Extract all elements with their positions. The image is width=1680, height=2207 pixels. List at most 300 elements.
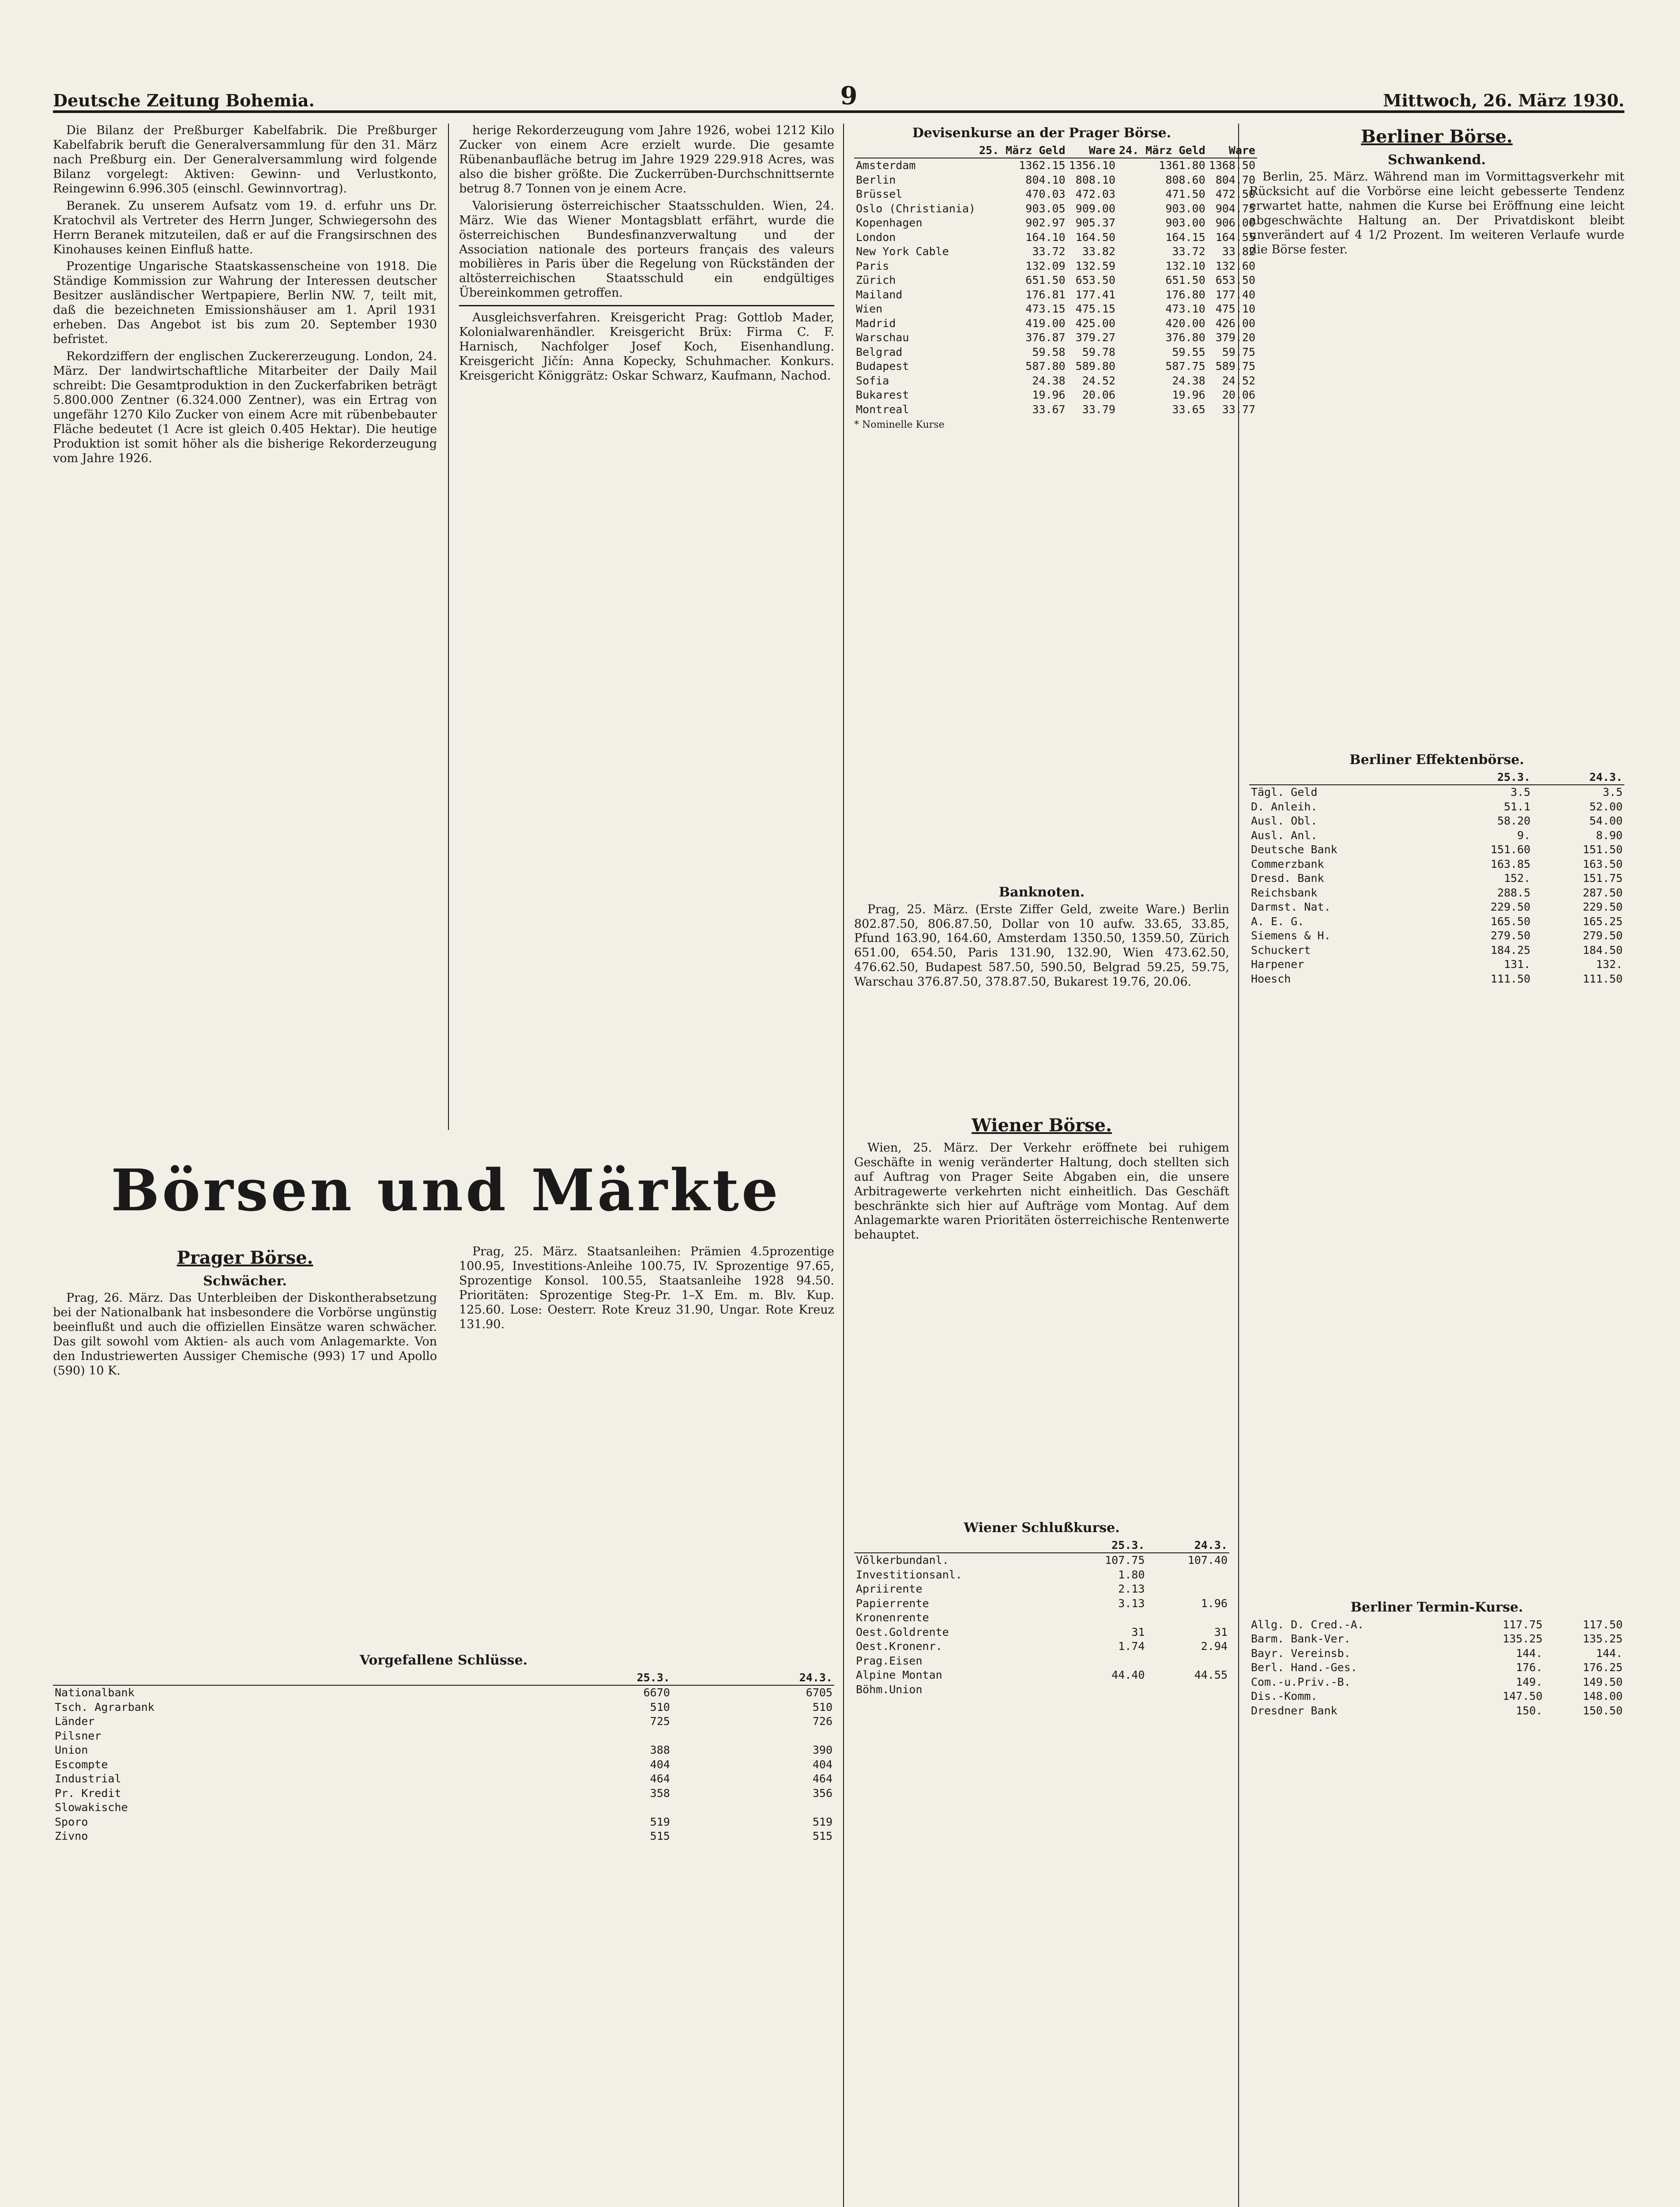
table-row bbox=[53, 1815, 834, 1830]
table-cell: Escompte bbox=[55, 1758, 108, 1771]
table-cell: 6670 bbox=[643, 1686, 670, 1699]
table-cell: 111.50 bbox=[1582, 972, 1623, 985]
table-header-cell: 25.3. bbox=[1064, 1538, 1147, 1553]
table-header-cell: 25.3. bbox=[1440, 770, 1532, 785]
table-cell: 176.80 bbox=[1165, 288, 1205, 301]
table-cell: Ausl. Obl. bbox=[1251, 814, 1318, 828]
table-cell: 24.52 bbox=[1082, 374, 1115, 387]
table-cell: 229.50 bbox=[1582, 900, 1623, 914]
table-row bbox=[854, 316, 1257, 331]
table-cell: 589.75 bbox=[1215, 360, 1255, 373]
table-row bbox=[53, 1685, 834, 1700]
table-cell: 151.75 bbox=[1582, 872, 1623, 885]
table-cell: 33.82 bbox=[1222, 245, 1255, 258]
table-cell: Darmst. Nat. bbox=[1251, 900, 1331, 914]
table-row bbox=[854, 202, 1257, 216]
table-cell: Oest.Kronenr. bbox=[856, 1640, 942, 1653]
table-row bbox=[1249, 1646, 1624, 1661]
table-row bbox=[854, 1582, 1229, 1597]
berliner-boerse-subheading: Schwankend. bbox=[1388, 152, 1486, 168]
table-cell bbox=[1064, 1654, 1147, 1668]
table-cell: Madrid bbox=[856, 316, 896, 330]
table-row bbox=[53, 1700, 834, 1715]
table-cell: 132.09 bbox=[1025, 259, 1066, 272]
wiener-schlusskurse-column bbox=[854, 1518, 1229, 2207]
table-cell: 164.50 bbox=[1075, 230, 1115, 244]
table-cell: London bbox=[856, 230, 896, 244]
table-cell: 726 bbox=[812, 1715, 832, 1728]
table-row bbox=[854, 1611, 1229, 1625]
article-ungarische-staatskassen: Prozentige Ungarische Staatskassenscheine von 1918. Die Ständige Kommission zur Wahrung der Interessen deutscher Besitzer ausländischer Wertpapiere, Berlin NW. 7, teilt mit, daß die bezeichneten Emissionshäuser am 1. April 1931 erheben. Das Angebot ist bis zum 20. September 1930 befristet. bbox=[53, 260, 437, 346]
table-cell: Zivno bbox=[55, 1830, 88, 1843]
berliner-termin-table bbox=[1249, 1618, 1624, 1718]
table-row bbox=[1249, 800, 1624, 814]
table-header-row bbox=[53, 1671, 834, 1686]
table-cell: 390 bbox=[812, 1744, 832, 1757]
table-cell: 473.15 bbox=[1025, 302, 1066, 316]
table-cell: 24.52 bbox=[1222, 374, 1255, 387]
prager-boerse-report: Prag, 26. März. Das Unterbleiben der Diskontherabsetzung bei der Nationalbank hat insbesondere die Vorbörse ungünstig beeinflußt und auch die offiziellen Einsätze waren schwächer. Das gilt sowohl vom Aktien- als auch vom Anlagemarkte. Von den Industriewerten Aussiger Chemische (993) 17 und Apollo (590) 10 K. bbox=[53, 1291, 437, 1378]
berliner-boerse-column bbox=[1249, 124, 1624, 742]
table-row bbox=[854, 1597, 1229, 1611]
table-row bbox=[1249, 1704, 1624, 1718]
table-cell: 117.75 bbox=[1503, 1618, 1543, 1631]
prager-boerse-continued bbox=[459, 1245, 834, 1642]
staatsanleihen-report: Prag, 25. März. Staatsanleihen: Prämien 4.5prozentige 100.95, Investitions-Anleihe 100.75, IV. Sprozentige 97.65, Sprozentige Konsol. 100.55, Staatsanleihe 1928 94.50. Prioritäten: Sprozentige Steg-Pr. 1–X Em. m. Blv. Kup. 125.60. Lose: Oesterr. Rote Kreuz 31.90, Ungar. Rote Kreuz 131.90. bbox=[459, 1245, 834, 1331]
table-cell: 165.25 bbox=[1582, 915, 1623, 928]
table-cell: 376.80 bbox=[1165, 331, 1205, 344]
devisen-column bbox=[854, 124, 1255, 874]
table-cell: 164.15 bbox=[1165, 230, 1205, 244]
table-row bbox=[1249, 972, 1624, 987]
table-cell: 58.20 bbox=[1497, 814, 1531, 828]
table-cell: Paris bbox=[856, 259, 889, 272]
table-header-cell: 24. März Geld bbox=[1117, 143, 1207, 158]
table-row bbox=[53, 1729, 834, 1744]
table-header-cell bbox=[854, 1538, 1064, 1553]
table-cell: 31 bbox=[1214, 1625, 1228, 1638]
table-cell: 9. bbox=[1517, 829, 1531, 842]
table-cell: 404 bbox=[812, 1758, 832, 1771]
table-cell: Länder bbox=[55, 1715, 95, 1728]
table-cell: 107.75 bbox=[1105, 1554, 1145, 1567]
table-cell: Sofia bbox=[856, 374, 889, 387]
column-divider bbox=[843, 124, 844, 2207]
table-cell: 163.50 bbox=[1582, 857, 1623, 870]
table-cell: 471.50 bbox=[1165, 188, 1205, 201]
table-cell: 3.5 bbox=[1602, 786, 1623, 799]
table-cell: 59.75 bbox=[1222, 345, 1255, 358]
table-cell: Belgrad bbox=[856, 345, 903, 358]
table-row bbox=[1249, 843, 1624, 857]
table-cell: Berlin bbox=[856, 173, 896, 186]
table-cell: Bukarest bbox=[856, 388, 909, 402]
table-cell: 164.10 bbox=[1025, 230, 1066, 244]
table-header-row bbox=[1249, 770, 1624, 785]
devisen-table bbox=[854, 143, 1257, 417]
table-cell: 149. bbox=[1516, 1675, 1543, 1688]
table-row bbox=[53, 1743, 834, 1758]
table-cell: 150.50 bbox=[1582, 1704, 1623, 1717]
table-row bbox=[1249, 814, 1624, 829]
table-cell: Deutsche Bank bbox=[1251, 843, 1337, 856]
newspaper-page bbox=[53, 79, 1624, 2207]
table-cell: 149.50 bbox=[1582, 1675, 1623, 1688]
left-article-column bbox=[53, 124, 437, 1139]
table-cell: 135.25 bbox=[1503, 1632, 1543, 1646]
table-header-cell: Ware bbox=[1067, 143, 1117, 158]
table-row bbox=[1249, 915, 1624, 929]
prager-boerse-subheading: Schwächer. bbox=[203, 1273, 287, 1289]
table-cell: 176. bbox=[1516, 1661, 1543, 1674]
table-row bbox=[1249, 1689, 1624, 1704]
banknoten-report: Prag, 25. März. (Erste Ziffer Geld, zweite Ware.) Berlin 802.87.50, 806.87.50, Dollar von 10 aufw. 33.65, 33.85, Pfund 163.90, 164.60, Amsterdam 1350.50, 1359.50, Zürich 651.00, 654.50, Paris 131.90, 132.90, Wien 473.62.50, 476.62.50, Budapest 587.50, 590.50, Belgrad 59.25, 59.75, Warschau 376.87.50, 378.87.50, Bukarest 19.76, 20.06. bbox=[854, 902, 1229, 989]
table-cell: 19.96 bbox=[1032, 388, 1066, 402]
table-cell: 903.00 bbox=[1165, 216, 1205, 230]
table-cell bbox=[1146, 1683, 1229, 1697]
table-cell: 177.40 bbox=[1215, 288, 1255, 301]
table-cell: 164.55 bbox=[1215, 230, 1255, 244]
table-cell: 379.27 bbox=[1075, 331, 1115, 344]
table-cell: 356 bbox=[812, 1786, 832, 1800]
table-header-row bbox=[854, 1538, 1229, 1553]
table-cell bbox=[672, 1800, 834, 1815]
table-cell: 905.37 bbox=[1075, 216, 1115, 230]
table-cell: 1.96 bbox=[1201, 1597, 1228, 1610]
table-cell: 419.00 bbox=[1025, 316, 1066, 330]
wiener-boerse-column bbox=[854, 1112, 1229, 1510]
table-cell: 132.59 bbox=[1075, 259, 1115, 272]
table-row bbox=[1249, 829, 1624, 843]
table-header-cell: Ware bbox=[1207, 143, 1257, 158]
table-cell: Alpine Montan bbox=[856, 1668, 942, 1682]
table-row bbox=[854, 331, 1257, 345]
table-cell: 135.25 bbox=[1582, 1632, 1623, 1646]
table-cell: 909.00 bbox=[1075, 202, 1115, 215]
table-cell: 1.80 bbox=[1118, 1568, 1145, 1581]
table-cell: 470.03 bbox=[1025, 188, 1066, 201]
table-row bbox=[854, 302, 1257, 316]
table-cell: New York Cable bbox=[856, 245, 949, 258]
table-cell: 2.13 bbox=[1118, 1582, 1145, 1596]
table-row bbox=[854, 1683, 1229, 1697]
table-cell: 2.94 bbox=[1201, 1640, 1228, 1653]
table-cell: 472.50 bbox=[1215, 188, 1255, 201]
table-cell: Völkerbundanl. bbox=[856, 1554, 949, 1567]
schluesse-heading: Vorgefallene Schlüsse. bbox=[359, 1653, 528, 1668]
table-cell: 472.03 bbox=[1075, 188, 1115, 201]
table-cell: 519 bbox=[812, 1815, 832, 1828]
table-cell: Union bbox=[55, 1744, 88, 1757]
table-cell: 52.00 bbox=[1589, 800, 1623, 813]
table-cell: 24.38 bbox=[1172, 374, 1205, 387]
prager-boerse-heading: Prager Börse. bbox=[177, 1247, 313, 1268]
banknoten-heading: Banknoten. bbox=[998, 885, 1085, 900]
table-cell: 906.00 bbox=[1215, 216, 1255, 230]
table-cell bbox=[1064, 1611, 1147, 1625]
table-row bbox=[854, 1639, 1229, 1654]
table-cell: Oslo (Christiania) bbox=[856, 202, 976, 215]
table-row bbox=[1249, 857, 1624, 872]
table-cell: 19.96 bbox=[1172, 388, 1205, 402]
table-row bbox=[1249, 957, 1624, 972]
table-cell: 31 bbox=[1131, 1625, 1145, 1638]
table-cell: 804.10 bbox=[1025, 173, 1066, 186]
table-cell: 464 bbox=[812, 1772, 832, 1785]
devisen-heading: Devisenkurse an der Prager Börse. bbox=[912, 125, 1171, 141]
table-cell: 1.74 bbox=[1118, 1640, 1145, 1653]
table-cell: A. E. G. bbox=[1251, 915, 1304, 928]
table-cell: Bayr. Vereinsb. bbox=[1251, 1646, 1351, 1660]
table-row bbox=[854, 359, 1257, 374]
table-header-cell bbox=[53, 1671, 509, 1686]
wiener-schlusskurse-table bbox=[854, 1538, 1229, 1697]
table-row bbox=[854, 1654, 1229, 1668]
table-cell: 279.50 bbox=[1490, 929, 1531, 942]
table-cell: 804.70 bbox=[1215, 173, 1255, 186]
wiener-schlusskurse-heading: Wiener Schlußkurse. bbox=[964, 1520, 1120, 1536]
section-title-boersen-und-maerkte: Börsen und Märkte bbox=[111, 1156, 781, 1224]
table-cell: 464 bbox=[650, 1772, 670, 1785]
article-kabelfabrik: Die Bilanz der Preßburger Kabelfabrik. Die Preßburger Kabelfabrik beruft die Generalversammlung für den 31. März nach Preßburg ein. Der Generalversammlung wird folgende Bilanz vorgelegt: Aktiven: Gewinn- und Verlustkonto, Reingewinn 6.996.305 (einschl. Gewinnvortrag). bbox=[53, 124, 437, 196]
table-row bbox=[1249, 1675, 1624, 1690]
table-cell: Papierrente bbox=[856, 1597, 929, 1610]
table-cell: 420.00 bbox=[1165, 316, 1205, 330]
table-cell: Dresd. Bank bbox=[1251, 872, 1324, 885]
table-cell: 132.60 bbox=[1215, 259, 1255, 272]
table-cell: 151.60 bbox=[1490, 843, 1531, 856]
table-row bbox=[854, 273, 1257, 288]
berliner-effekten-column bbox=[1249, 750, 1624, 1589]
table-header-cell: 25. März Geld bbox=[977, 143, 1067, 158]
table-cell: Investitionsanl. bbox=[856, 1568, 962, 1581]
table-row bbox=[1249, 1632, 1624, 1646]
table-cell: Prag.Eisen bbox=[856, 1654, 923, 1667]
table-cell: 388 bbox=[650, 1744, 670, 1757]
table-cell: 165.50 bbox=[1490, 915, 1531, 928]
table-cell: 519 bbox=[650, 1815, 670, 1828]
table-cell: 33.79 bbox=[1082, 403, 1115, 416]
table-cell: 903.00 bbox=[1165, 202, 1205, 215]
table-row bbox=[854, 388, 1257, 403]
table-cell: 229.50 bbox=[1490, 900, 1531, 914]
table-cell: Schuckert bbox=[1251, 943, 1311, 957]
table-cell: 54.00 bbox=[1589, 814, 1623, 828]
table-row bbox=[1249, 886, 1624, 900]
berliner-termin-column bbox=[1249, 1598, 1624, 2207]
table-cell: 148.00 bbox=[1582, 1690, 1623, 1703]
table-cell: 473.10 bbox=[1165, 302, 1205, 316]
table-cell: 1368.50 bbox=[1209, 159, 1255, 172]
table-cell: 33.67 bbox=[1032, 403, 1066, 416]
table-cell: 20.06 bbox=[1222, 388, 1255, 402]
table-cell: Com.-u.Priv.-B. bbox=[1251, 1675, 1351, 1688]
table-cell bbox=[672, 1729, 834, 1744]
table-cell: Montreal bbox=[856, 403, 909, 416]
table-cell: 147.50 bbox=[1503, 1690, 1543, 1703]
page-number: 9 bbox=[840, 81, 858, 110]
banknoten-column bbox=[854, 883, 1229, 1104]
table-row bbox=[854, 1625, 1229, 1640]
table-cell: 184.50 bbox=[1582, 943, 1623, 957]
table-cell: 3.13 bbox=[1118, 1597, 1145, 1610]
table-cell: 163.85 bbox=[1490, 857, 1531, 870]
table-row bbox=[854, 288, 1257, 302]
table-cell: 358 bbox=[650, 1786, 670, 1800]
table-cell: 176.81 bbox=[1025, 288, 1066, 301]
table-cell: 725 bbox=[650, 1715, 670, 1728]
table-row bbox=[854, 259, 1257, 274]
table-cell: 33.72 bbox=[1032, 245, 1066, 258]
table-row bbox=[854, 1568, 1229, 1582]
table-cell: 24.38 bbox=[1032, 374, 1066, 387]
table-cell: 8.90 bbox=[1596, 829, 1623, 842]
table-row bbox=[854, 345, 1257, 360]
table-cell: 152. bbox=[1504, 872, 1531, 885]
table-cell: Dis.-Komm. bbox=[1251, 1690, 1318, 1703]
berliner-effekten-heading: Berliner Effektenbörse. bbox=[1349, 752, 1524, 768]
table-cell: 589.80 bbox=[1075, 360, 1115, 373]
table-cell: 1356.10 bbox=[1069, 159, 1115, 172]
table-cell: 33.82 bbox=[1082, 245, 1115, 258]
table-cell: 808.10 bbox=[1075, 173, 1115, 186]
article-zuckererzeugung: Rekordziffern der englischen Zuckererzeugung. London, 24. März. Der landwirtschaftliche Mitarbeiter der Daily Mail schreibt: Die Gesamtproduktion in den Zuckerfabriken beträgt 5.800.000 Zentner (6.324.000 Zentner), was ein Ertrag von ungefähr 1270 Kilo Zucker von einem Acre mit rübenbebauter Fläche bedeutet (1 Acre ist gleich 0.405 Hektar). Die heutige Produktion ist somit höher als die bisherige Rekorderzeugung vom Jahre 1926. bbox=[53, 350, 437, 465]
table-cell: 288.5 bbox=[1497, 886, 1531, 899]
berliner-boerse-heading: Berliner Börse. bbox=[1361, 126, 1513, 147]
table-cell: 279.50 bbox=[1582, 929, 1623, 942]
table-row bbox=[53, 1786, 834, 1801]
article-valorisierung: Valorisierung österreichischer Staatsschulden. Wien, 24. März. Wie das Wiener Montagsblatt erfährt, wurde die österreichischen Bundesfinanzverwaltung und der Association nationale des porteurs français des valeurs mobilières in Paris über die Regelung von Rückständen der altösterreichischen Staatsschuld ein endgültiges Übereinkommen getroffen. bbox=[459, 199, 834, 300]
table-cell: 379.20 bbox=[1215, 331, 1255, 344]
table-cell: 426.00 bbox=[1215, 316, 1255, 330]
table-cell: Allg. D. Cred.-A. bbox=[1251, 1618, 1364, 1631]
table-cell: 653.50 bbox=[1215, 274, 1255, 287]
table-cell: Hoesch bbox=[1251, 972, 1291, 985]
table-cell bbox=[509, 1800, 672, 1815]
middle-article-column bbox=[459, 124, 834, 1139]
table-cell: 132.10 bbox=[1165, 259, 1205, 272]
table-cell: Apriirente bbox=[856, 1582, 923, 1596]
table-cell: 404 bbox=[650, 1758, 670, 1771]
table-row bbox=[854, 187, 1257, 202]
table-cell: 587.75 bbox=[1165, 360, 1205, 373]
table-cell: 425.00 bbox=[1075, 316, 1115, 330]
table-cell: Budapest bbox=[856, 360, 909, 373]
table-row bbox=[854, 245, 1257, 259]
table-cell: 510 bbox=[650, 1700, 670, 1714]
table-cell: Slowakische bbox=[55, 1801, 128, 1814]
table-cell: 587.80 bbox=[1025, 360, 1066, 373]
table-row bbox=[854, 1553, 1229, 1568]
table-header-cell: 24.3. bbox=[1146, 1538, 1229, 1553]
table-cell: Siemens & H. bbox=[1251, 929, 1331, 942]
wiener-boerse-report: Wien, 25. März. Der Verkehr eröffnete bei ruhigem Geschäfte in wenig veränderter Haltung, doch stellten sich auf Auftrag von Prager Seite Abgaben ein, die unsere Arbitragewerte verkehrten nicht einheitlich. Das Geschäft beschränkte sich hier auf Aufträge vom Montag. Auf dem Anlagemarkte waren Prioritäten österreichische Rentenwerte behauptet. bbox=[854, 1141, 1229, 1242]
table-cell: Amsterdam bbox=[856, 159, 916, 172]
table-cell: Commerzbank bbox=[1251, 857, 1324, 870]
table-cell: Zürich bbox=[856, 274, 896, 287]
table-cell: Sporo bbox=[55, 1815, 88, 1828]
table-cell: 107.40 bbox=[1187, 1554, 1228, 1567]
prager-boerse-column bbox=[53, 1245, 437, 1642]
table-cell: 515 bbox=[650, 1830, 670, 1843]
table-cell: Wien bbox=[856, 302, 883, 316]
table-cell: 59.58 bbox=[1032, 345, 1066, 358]
article-rekorderzeugung: herige Rekorderzeugung vom Jahre 1926, wobei 1212 Kilo Zucker von einem Acre erzielt wurde. Die gesamte Rübenanbaufläche betrug im Jahre 1929 229.918 Acres, was also die bisher größte. Die Zuckerrüben-Durchschnittsernte betrug 8.7 Tonnen von je einem Acre. bbox=[459, 124, 834, 196]
wiener-boerse-heading: Wiener Börse. bbox=[972, 1115, 1112, 1136]
masthead-newspaper-name: Deutsche Zeitung Bohemia. bbox=[53, 90, 315, 110]
table-cell: Oest.Goldrente bbox=[856, 1625, 949, 1638]
table-row bbox=[53, 1714, 834, 1729]
table-cell: 653.50 bbox=[1075, 274, 1115, 287]
table-cell: 144. bbox=[1516, 1646, 1543, 1660]
table-cell: 6705 bbox=[806, 1686, 832, 1699]
table-cell: Barm. Bank-Ver. bbox=[1251, 1632, 1351, 1646]
table-cell: 33.77 bbox=[1222, 403, 1255, 416]
table-cell: Harpener bbox=[1251, 958, 1304, 971]
table-row bbox=[53, 1800, 834, 1815]
table-row bbox=[1249, 1661, 1624, 1675]
article-ausgleichsverfahren: Ausgleichsverfahren. Kreisgericht Prag: Gottlob Mader, Kolonialwarenhändler. Kreisgericht Brüx: Firma C. F. Harnisch, Nachfolger Josef Koch, Eisenhandlung. Kreisgericht Jičín: Anna Kopecky, Schuhmacher. Konkurs. Kreisgericht Königgrätz: Oskar Schwarz, Kaufmann, Nachod. bbox=[459, 311, 834, 383]
table-cell: 44.40 bbox=[1111, 1668, 1145, 1682]
table-cell: 132. bbox=[1596, 958, 1623, 971]
table-cell: 177.41 bbox=[1075, 288, 1115, 301]
table-cell bbox=[1146, 1654, 1229, 1668]
table-row bbox=[53, 1758, 834, 1772]
column-divider bbox=[448, 124, 449, 1130]
column-divider bbox=[1238, 124, 1239, 2207]
table-cell: 904.75 bbox=[1215, 202, 1255, 215]
table-cell: 475.10 bbox=[1215, 302, 1255, 316]
table-cell: 150. bbox=[1516, 1704, 1543, 1717]
table-cell: 59.78 bbox=[1082, 345, 1115, 358]
table-cell: Brüssel bbox=[856, 188, 903, 201]
table-cell: 33.72 bbox=[1172, 245, 1205, 258]
table-cell bbox=[1146, 1611, 1229, 1625]
table-cell: Warschau bbox=[856, 331, 909, 344]
table-row bbox=[53, 1772, 834, 1786]
table-row bbox=[1249, 929, 1624, 943]
table-row bbox=[1249, 871, 1624, 886]
table-cell: 111.50 bbox=[1490, 972, 1531, 985]
table-header-cell: 24.3. bbox=[672, 1671, 834, 1686]
table-cell: Kronenrente bbox=[856, 1611, 929, 1624]
table-row bbox=[854, 1668, 1229, 1683]
table-cell: Reichsbank bbox=[1251, 886, 1318, 899]
table-cell: Pilsner bbox=[55, 1729, 102, 1742]
table-cell bbox=[1146, 1582, 1229, 1597]
table-cell: Böhm.Union bbox=[856, 1683, 923, 1696]
table-row bbox=[854, 230, 1257, 245]
table-cell: 144. bbox=[1596, 1646, 1623, 1660]
table-cell: Dresdner Bank bbox=[1251, 1704, 1337, 1717]
devisen-note: * Nominelle Kurse bbox=[854, 419, 945, 431]
table-cell: Pr. Kredit bbox=[55, 1786, 121, 1800]
table-header-cell: 25.3. bbox=[509, 1671, 672, 1686]
table-row bbox=[854, 158, 1257, 173]
berliner-effekten-table bbox=[1249, 770, 1624, 987]
table-cell: Tägl. Geld bbox=[1251, 786, 1318, 799]
table-cell: Ausl. Anl. bbox=[1251, 829, 1318, 842]
table-cell: D. Anleih. bbox=[1251, 800, 1318, 813]
table-cell: Kopenhagen bbox=[856, 216, 923, 230]
table-header-cell bbox=[1249, 770, 1440, 785]
table-cell: 117.50 bbox=[1582, 1618, 1623, 1631]
table-cell: 287.50 bbox=[1582, 886, 1623, 899]
table-row bbox=[53, 1829, 834, 1844]
table-row bbox=[1249, 785, 1624, 800]
table-cell: 651.50 bbox=[1165, 274, 1205, 287]
table-cell: Mailand bbox=[856, 288, 903, 301]
